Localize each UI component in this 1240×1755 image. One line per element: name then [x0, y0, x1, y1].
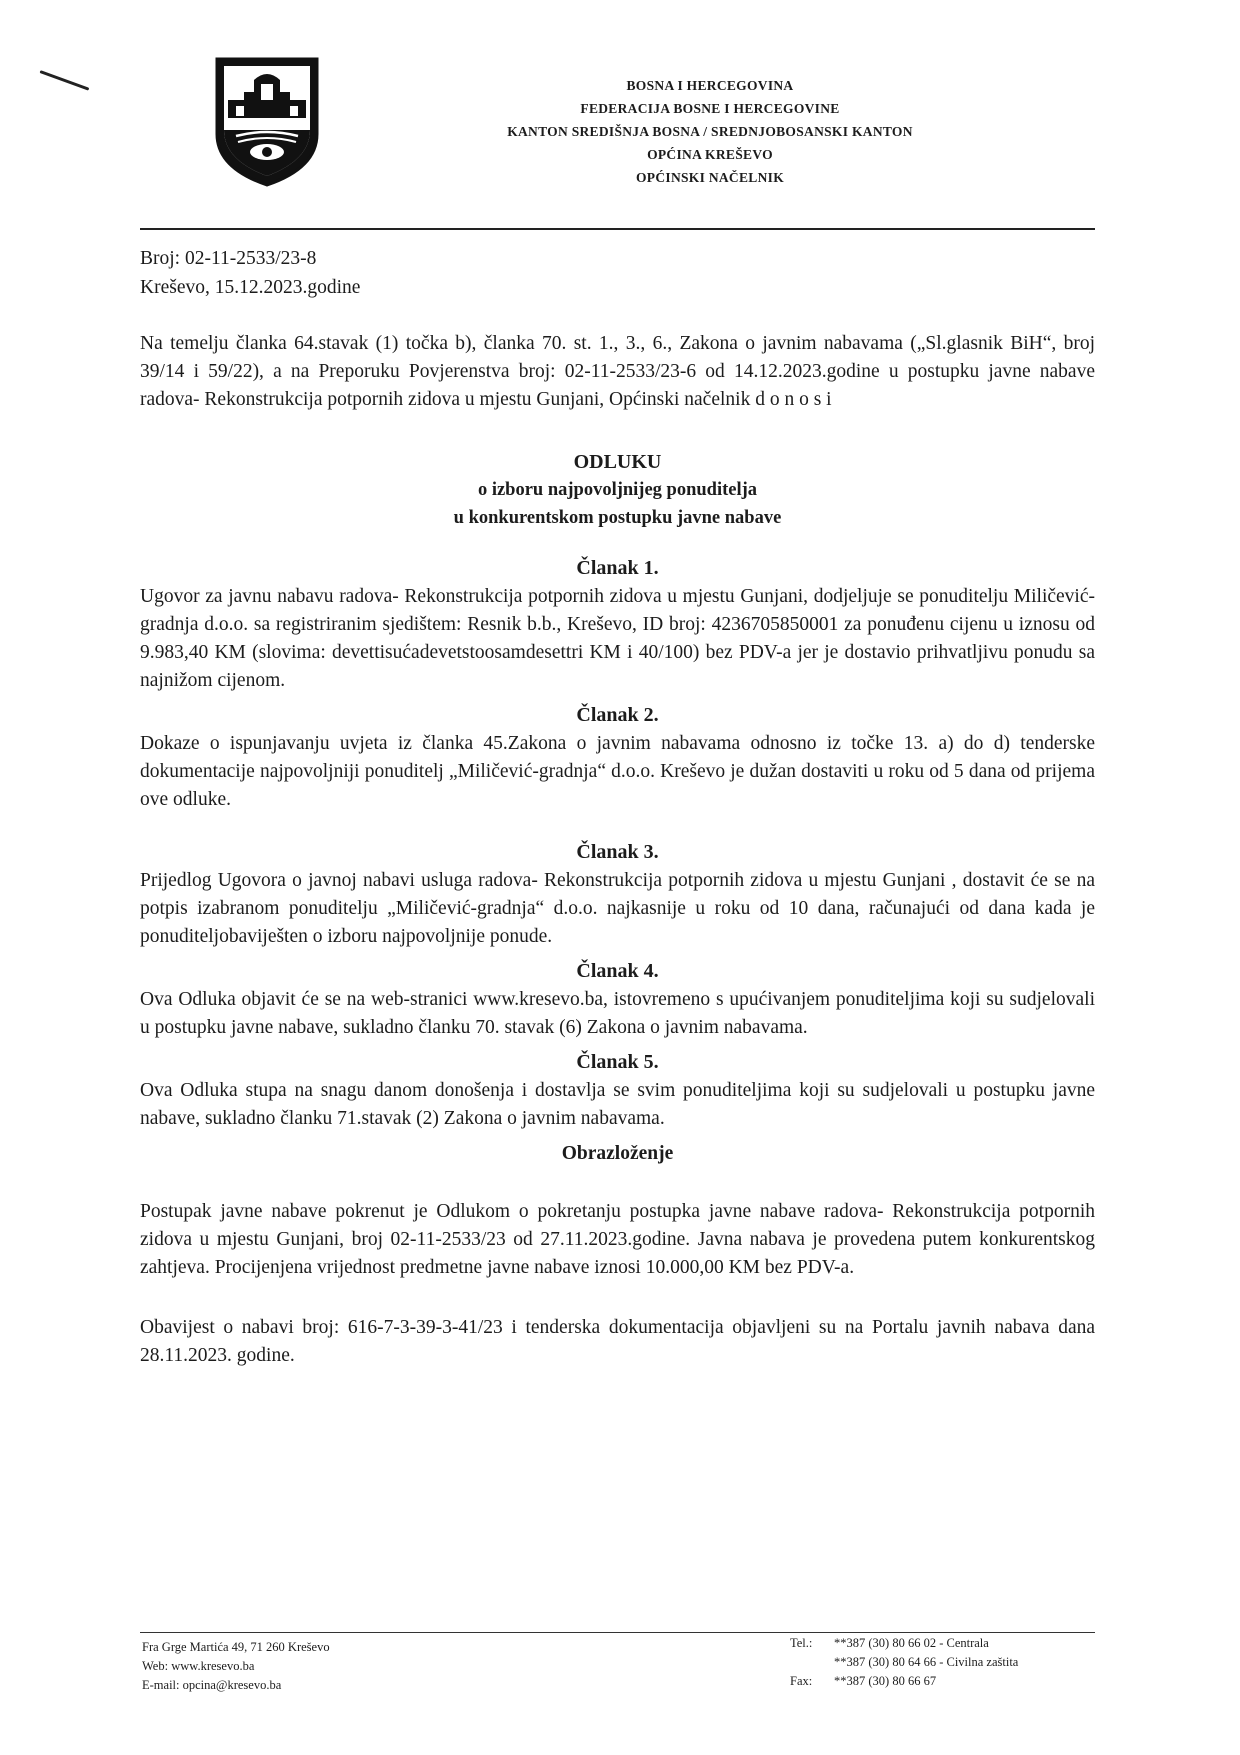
pen-stroke-mark — [39, 70, 89, 91]
header-line-municipality: OPĆINA KREŠEVO — [647, 147, 773, 162]
article-4-text: Ova Odluka objavit će se na web-stranici www.kresevo.ba, istovremeno s upućivanjem ponuditeljima koji su sudjelovali u postupku javne nabave, sukladno članku 70. stavak (6) Zakona o javnim nabavama. — [140, 989, 1095, 1038]
article-5-heading: Članak 5. — [576, 1051, 659, 1073]
header-divider — [140, 228, 1095, 230]
header-line-federation: FEDERACIJA BOSNE I HERCEGOVINE — [580, 101, 840, 116]
footer-fax: **387 (30) 80 66 67 — [834, 1674, 937, 1688]
footer-contact-address — [142, 1638, 330, 1695]
explanation-heading: Obrazloženje — [561, 1143, 674, 1164]
article-2-text: Dokaze o ispunjavanju uvjeta iz članka 45.Zakona o javnim nabavama odnosno iz točke 13. a) do d) tenderske dokumentacije najpovoljniji ponuditelj „Miličević-gradnja“ d.o.o. Kreševo je dužan dostaviti u roku od 5 dana od prijema ove odluke. — [140, 733, 1095, 810]
municipal-coat-of-arms-icon — [214, 56, 320, 188]
footer-tel-1: **387 (30) 80 66 02 - Centrala — [834, 1636, 989, 1650]
article-1-heading: Članak 1. — [576, 557, 659, 579]
footer-tel-row-2 — [790, 1653, 1018, 1672]
footer-tel-2: **387 (30) 80 64 66 - Civilna zaštita — [834, 1655, 1019, 1669]
footer-tel-label: Tel.: — [790, 1636, 813, 1650]
header-line-office: OPĆINSKI NAČELNIK — [636, 170, 784, 185]
article-3-heading: Članak 3. — [576, 841, 659, 863]
article-4-heading: Članak 4. — [576, 960, 659, 982]
document-number: Broj: 02-11-2533/23-8 — [140, 248, 317, 269]
decision-title-sub-2: u konkurentskom postupku javne nabave — [453, 508, 782, 528]
document-meta — [140, 244, 360, 302]
footer-tel-row-1 — [790, 1634, 1018, 1653]
header-line-country: BOSNA I HERCEGOVINA — [626, 78, 794, 93]
document-body — [140, 330, 1095, 1370]
explanation-paragraph-2: Obavijest o nabavi broj: 616-7-3-39-3-41/23 i tenderska dokumentacija objavljeni su na Portalu javnih nabava dana 28.11.2023. godine. — [140, 1317, 1095, 1366]
article-1-text: Ugovor za javnu nabavu radova- Rekonstrukcija potpornih zidova u mjestu Gunjani, dodjeljuje se ponuditelju Miličević-gradnja d.o.o. sa registriranim sjedištem: Resnik b.b., Kreševo, ID broj: 4236705850001 za ponuđenu cijenu u iznosu od 9.983,40 KM (slovima: devettisućadevetstoosamdesettri KM i 40/100) bez PDV-a jer je dostavio prihvatljivu ponudu sa najnižom cijenom. — [140, 586, 1095, 691]
footer-divider — [140, 1632, 1095, 1633]
issuer-header — [430, 74, 990, 189]
decision-title — [140, 448, 1095, 532]
article-2-heading: Članak 2. — [576, 704, 659, 726]
article-3-text: Prijedlog Ugovora o javnoj nabavi usluga radova- Rekonstrukcija potpornih zidova u mjestu Gunjani , dostavit će se na potpis izabranom ponuditelju „Miličević-gradnja“ d.o.o. najkasnije u roku od 10 dana, računajući od dana kada je ponuditeljobaviješten o izboru najpovoljnije ponude. — [140, 870, 1095, 947]
document-place-date: Kreševo, 15.12.2023.godine — [140, 277, 361, 298]
footer-email[interactable]: E-mail: opcina@kresevo.ba — [142, 1678, 282, 1692]
footer-address: Fra Grge Martića 49, 71 260 Kreševo — [142, 1640, 330, 1654]
header-line-canton: KANTON SREDIŠNJA BOSNA / SREDNJOBOSANSKI KANTON — [507, 124, 913, 139]
decision-title-main: ODLUKU — [573, 451, 662, 473]
intro-paragraph: Na temelju članka 64.stavak (1) točka b), članka 70. st. 1., 3., 6., Zakona o javnim nabavama („Sl.glasnik BiH“, broj 39/14 i 59/22), a na Preporuku Povjerenstva broj: 02-11-2533/23-6 od 14.12.2023.godine u postupku javne nabave radova- Rekonstrukcija potpornih zidova u mjestu Gunjani, Općinski načelnik d o n o s i — [140, 333, 1095, 410]
decision-title-sub-1: o izboru najpovoljnijeg ponuditelja — [477, 480, 758, 500]
footer-fax-label: Fax: — [790, 1674, 813, 1688]
footer-fax-row — [790, 1672, 1018, 1691]
footer-web[interactable]: Web: www.kresevo.ba — [142, 1659, 255, 1673]
article-5-text: Ova Odluka stupa na snagu danom donošenja i dostavlja se svim ponuditeljima koji su sudjelovali u postupku javne nabave, sukladno članku 71.stavak (2) Zakona o javnim nabavama. — [140, 1080, 1095, 1129]
explanation-paragraph-1: Postupak javne nabave pokrenut je Odlukom o pokretanju postupka javne nabave radova- Rekonstrukcija potpornih zidova u mjestu Gunjani, broj 02-11-2533/23 od 27.11.2023.godine. Javna nabava je provedena putem konkurentskog zahtjeva. Procijenjena vrijednost predmetne javne nabave iznosi 10.000,00 KM bez PDV-a. — [140, 1201, 1095, 1278]
footer-contact-phones — [790, 1634, 1018, 1691]
